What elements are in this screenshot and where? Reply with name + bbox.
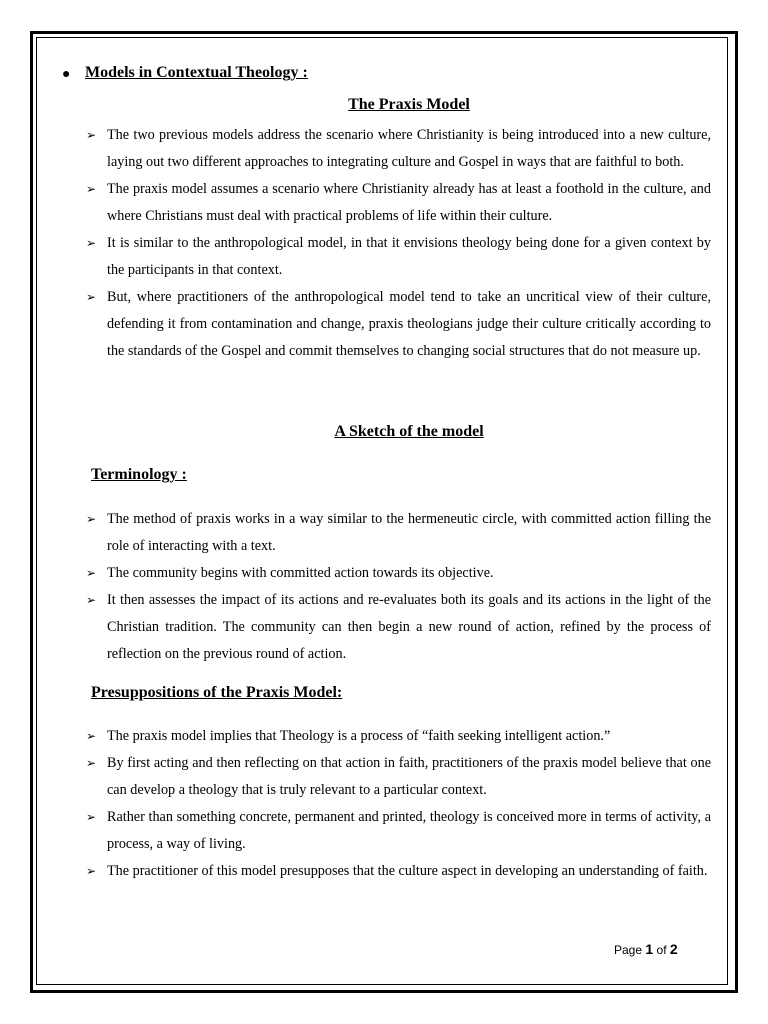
- list-item: ➢ It then assesses the impact of its actions and re-evaluates both its goals and its actions in the light of the Christian tradition. The community can then begin a new round of action, refined by the process of reflection on the previous round of action.: [86, 587, 711, 668]
- arrow-bullet-icon: ➢: [86, 290, 97, 304]
- arrow-bullet-icon: ➢: [86, 864, 97, 878]
- presuppositions-list: [86, 723, 711, 885]
- list-item: ➢ The praxis model assumes a scenario where Christianity already has at least a foothold in the culture, and where Christians must deal with practical problems of life within their culture.: [86, 176, 711, 230]
- page-word: Page: [614, 943, 643, 957]
- arrow-bullet-icon: ➢: [86, 182, 97, 196]
- list-item: ➢ By first acting and then reflecting on that action in faith, practitioners of the praxis model believe that one can develop a theology that is truly relevant to a particular context.: [86, 750, 711, 804]
- arrow-bullet-icon: ➢: [86, 566, 97, 580]
- list-item: ➢ The praxis model implies that Theology is a process of “faith seeking intelligent action.”: [86, 723, 711, 750]
- terminology-list: [86, 506, 711, 668]
- list-item: ➢ The community begins with committed action towards its objective.: [86, 560, 711, 587]
- arrow-bullet-icon: ➢: [86, 236, 97, 250]
- total-pages: 2: [669, 941, 678, 957]
- section-title-praxis-model: The Praxis Model: [348, 96, 470, 113]
- main-heading-text: Models in Contextual Theology :: [85, 64, 308, 81]
- subheading-terminology: Terminology :: [91, 466, 187, 483]
- of-word: of: [656, 943, 667, 957]
- arrow-bullet-icon: ➢: [86, 756, 97, 770]
- list-item: ➢ The method of praxis works in a way similar to the hermeneutic circle, with committed action filling the role of interacting with a text.: [86, 506, 711, 560]
- page-number: [614, 941, 678, 957]
- praxis-model-list: [86, 122, 711, 365]
- section-title-sketch: A Sketch of the model: [334, 423, 484, 440]
- list-item: ➢ It is similar to the anthropological model, in that it envisions theology being done for a given context by the participants in that context.: [86, 230, 711, 284]
- arrow-bullet-icon: ➢: [86, 729, 97, 743]
- arrow-bullet-icon: ➢: [86, 128, 97, 142]
- bullet-dot-icon: ●: [62, 67, 71, 82]
- arrow-bullet-icon: ➢: [86, 810, 97, 824]
- list-item: ➢ But, where practitioners of the anthropological model tend to take an uncritical view of their culture, defending it from contamination and change, praxis theologians judge their culture critically according to the standards of the Gospel and commit themselves to changing social structures that do not measure up.: [86, 284, 711, 365]
- list-item: ➢ The practitioner of this model presupposes that the culture aspect in developing an understanding of faith.: [86, 858, 711, 885]
- list-item: ➢ The two previous models address the scenario where Christianity is being introduced into a new culture, laying out two different approaches to integrating culture and Gospel in ways that are faithful to both.: [86, 122, 711, 176]
- arrow-bullet-icon: ➢: [86, 593, 97, 607]
- list-item: ➢ Rather than something concrete, permanent and printed, theology is conceived more in terms of activity, a process, a way of living.: [86, 804, 711, 858]
- subheading-presuppositions: Presuppositions of the Praxis Model:: [91, 684, 343, 701]
- current-page: 1: [645, 941, 654, 957]
- arrow-bullet-icon: ➢: [86, 512, 97, 526]
